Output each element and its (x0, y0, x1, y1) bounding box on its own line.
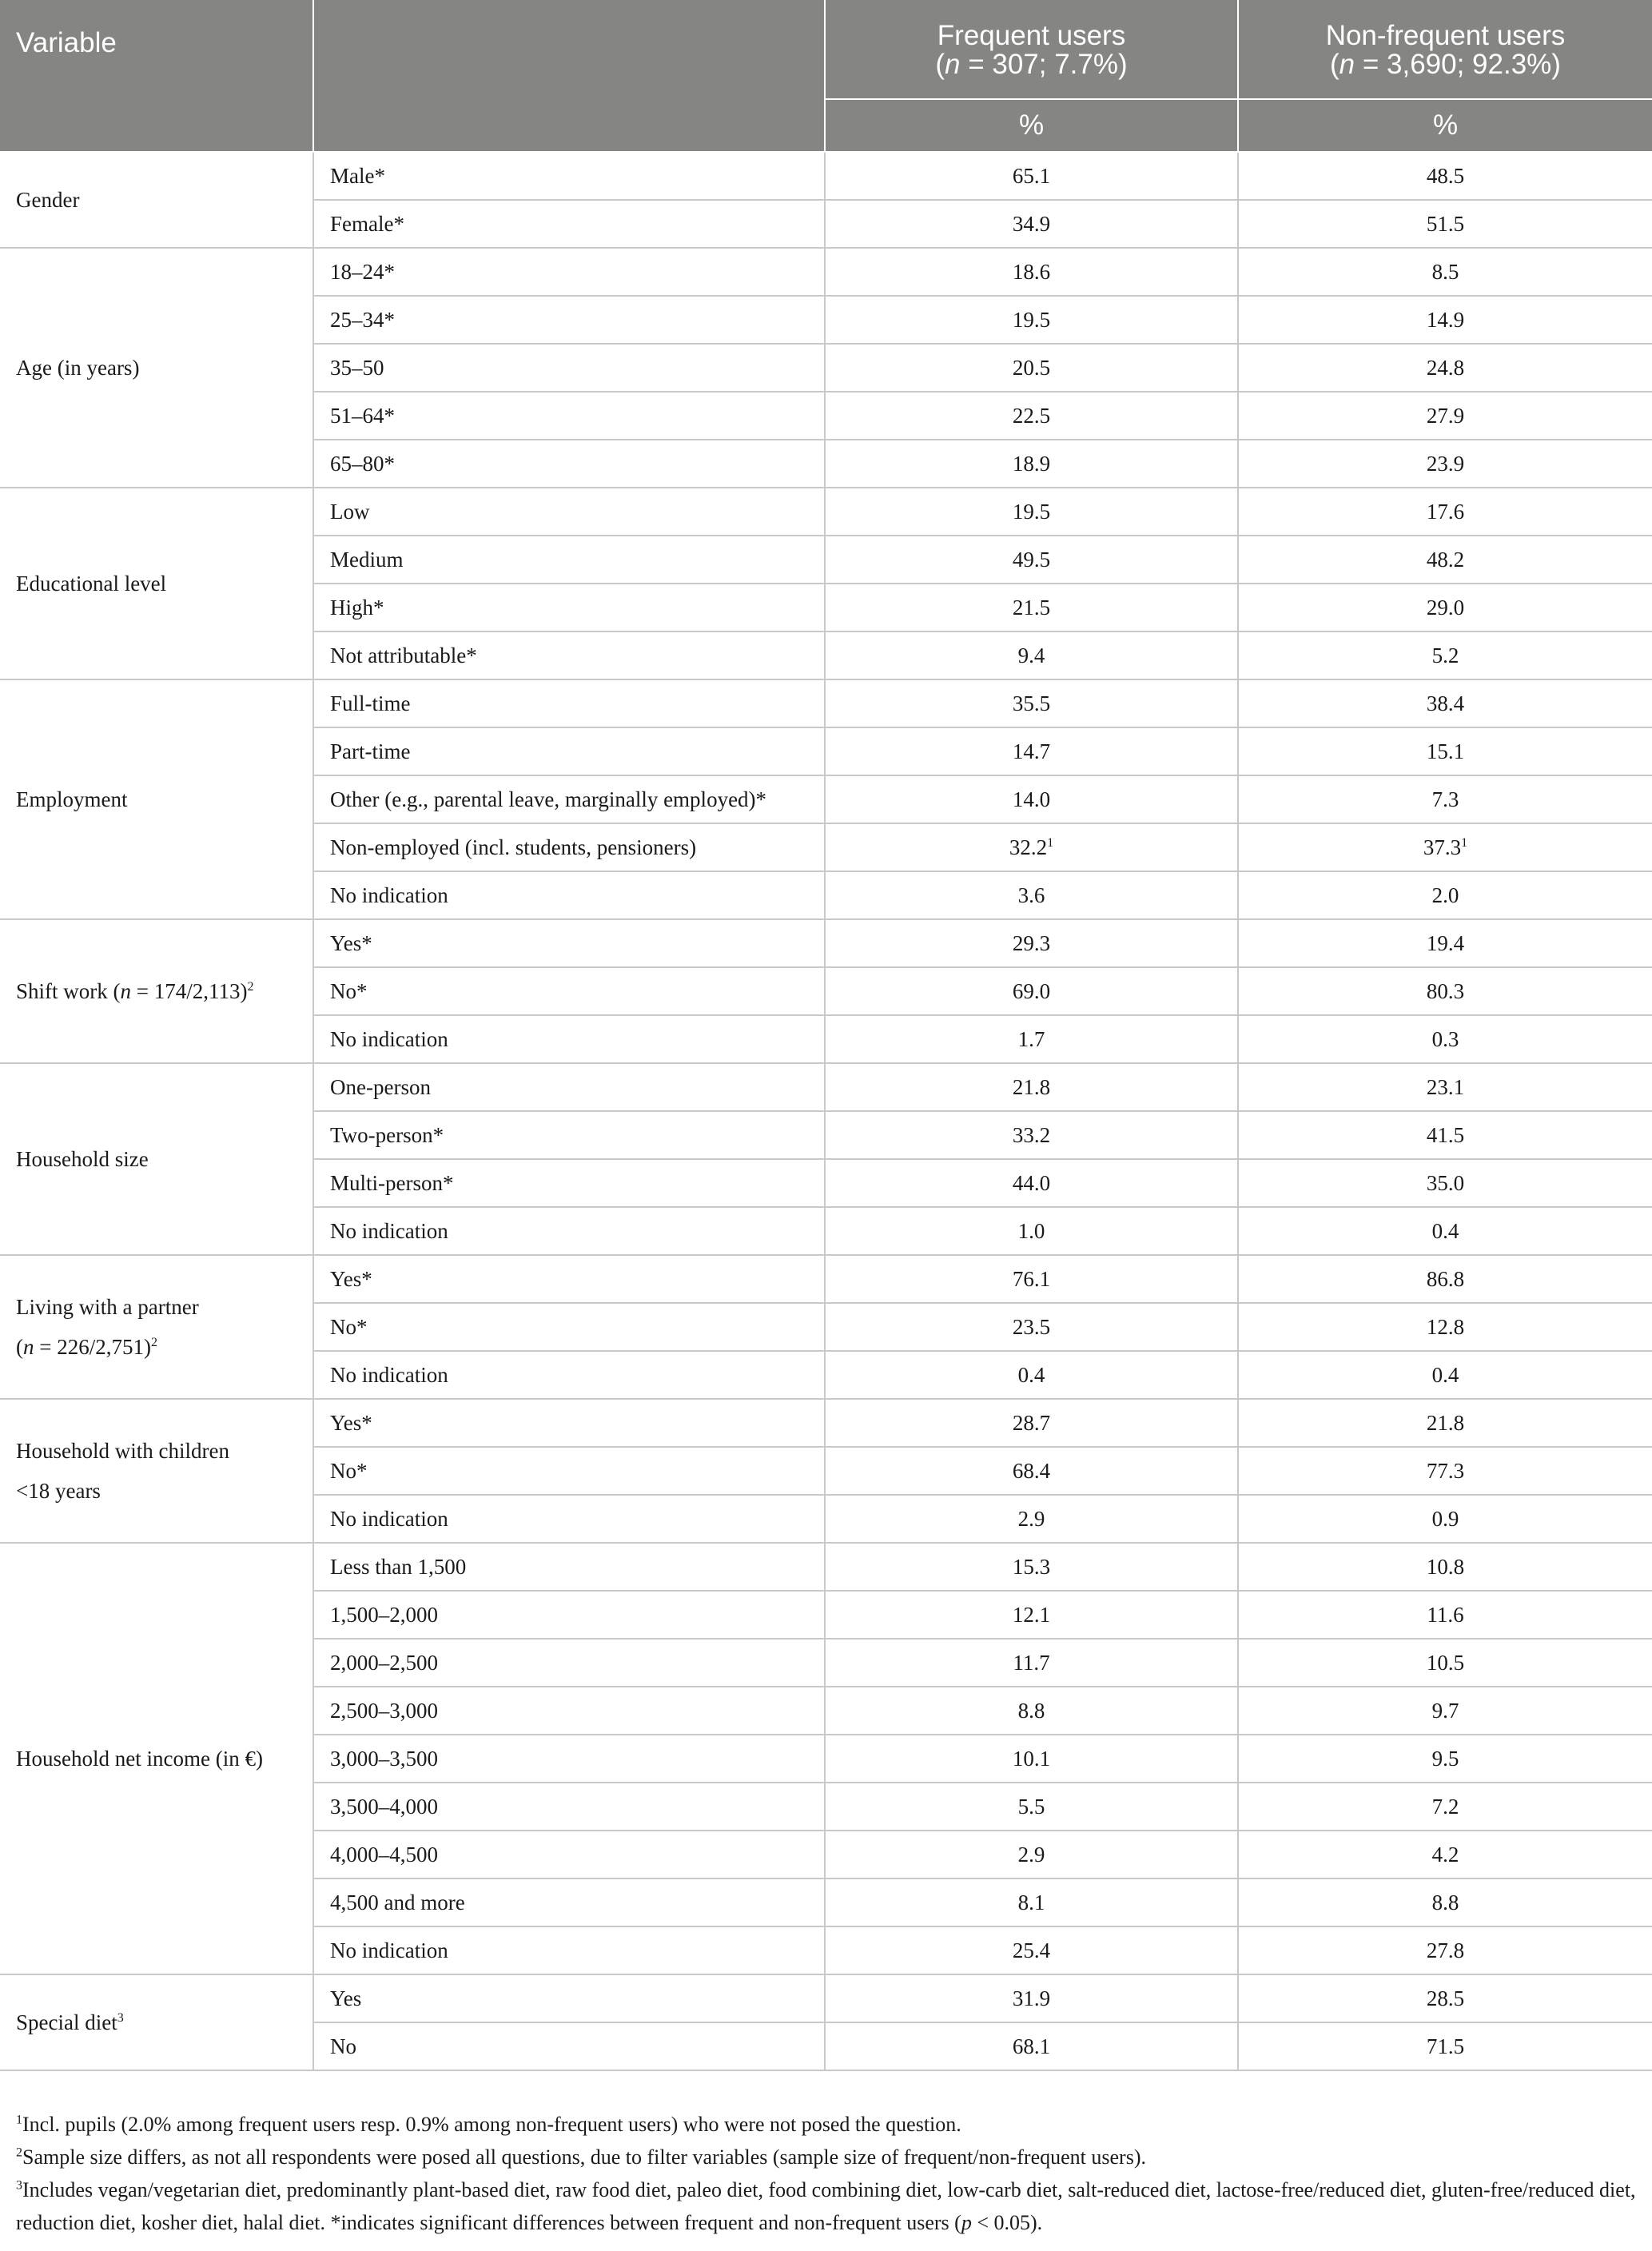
non-frequent-percent: 10.5 (1426, 1650, 1465, 1675)
frequent-value (825, 727, 1238, 775)
non-frequent-value (1238, 1207, 1652, 1255)
non-frequent-value (1238, 344, 1652, 392)
category-label: No indication (313, 1926, 825, 1974)
variable-cell (0, 1063, 313, 1255)
frequent-percent: 18.9 (1012, 451, 1051, 476)
variable-cell (0, 488, 313, 679)
non-frequent-value (1238, 1015, 1652, 1063)
non-frequent-value (1238, 488, 1652, 536)
frequent-percent: 22.5 (1012, 403, 1051, 428)
non-frequent-value (1238, 1543, 1652, 1591)
category-label: 2,500–3,000 (313, 1687, 825, 1735)
frequent-percent: 34.9 (1012, 211, 1051, 236)
frequent-value (825, 152, 1238, 200)
category-label: 18–24* (313, 248, 825, 296)
category-label: 65–80* (313, 440, 825, 488)
variable-name: Household net income (in €) (16, 1747, 263, 1771)
frequent-value (825, 2022, 1238, 2070)
header-variable: Variable (0, 0, 313, 152)
table-row (0, 1399, 1652, 1447)
non-frequent-value (1238, 2022, 1652, 2070)
frequent-percent: 1.7 (1017, 1026, 1045, 1051)
frequent-value (825, 1351, 1238, 1399)
variable-cell: Shift work (n = 174/2,113)$^2$ (0, 919, 313, 1063)
category-label: No indication (313, 1351, 825, 1399)
category-label: No indication (313, 1495, 825, 1543)
footnotes (16, 2108, 1642, 2239)
table-row (0, 488, 1652, 536)
non-frequent-percent: 8.5 (1431, 259, 1459, 284)
frequent-percent: 9.4 (1017, 643, 1045, 667)
non-frequent-percent: 23.9 (1426, 451, 1465, 476)
non-frequent-value (1238, 440, 1652, 488)
table-header (0, 0, 1652, 152)
frequent-percent: 8.8 (1017, 1698, 1045, 1723)
sample-size: = 226/2,751) (34, 1335, 151, 1359)
non-frequent-percent: 9.7 (1431, 1698, 1459, 1723)
frequent-percent: 2.9 (1017, 1842, 1045, 1867)
variable-cell (0, 1974, 313, 2070)
variable-cell (0, 248, 313, 488)
table-row (0, 152, 1652, 200)
frequent-value (825, 1687, 1238, 1735)
table-row (0, 679, 1652, 727)
non-frequent-value (1238, 296, 1652, 344)
variable-name-line2: <18 years (16, 1479, 101, 1503)
category-label: No indication (313, 871, 825, 919)
frequent-percent: 69.0 (1012, 978, 1051, 1003)
frequent-value (825, 488, 1238, 536)
frequent-value (825, 631, 1238, 679)
frequent-percent: 0.4 (1017, 1362, 1045, 1387)
non-frequent-value (1238, 1591, 1652, 1639)
non-frequent-percent: 12.8 (1426, 1314, 1465, 1339)
category-label: Low (313, 488, 825, 536)
non-frequent-percent: 35.0 (1426, 1170, 1465, 1195)
frequent-percent: 2.9 (1017, 1506, 1045, 1531)
header-percent-frequent: % (825, 99, 1238, 152)
frequent-percent: 76.1 (1012, 1266, 1051, 1291)
non-frequent-value (1238, 536, 1652, 584)
frequent-value (825, 1831, 1238, 1878)
non-frequent-value (1238, 1735, 1652, 1783)
frequent-value (825, 296, 1238, 344)
variable-name: Household size (16, 1147, 149, 1171)
non-frequent-percent: 0.4 (1431, 1218, 1459, 1243)
header-non-frequent-users: Non-frequent users (n = 3,690; 92.3%) (1238, 0, 1652, 99)
frequent-value (825, 1878, 1238, 1926)
footnote-ref: 2 (150, 1336, 157, 1349)
frequent-percent: 25.4 (1012, 1938, 1051, 1962)
frequent-value (825, 775, 1238, 823)
non-frequent-value (1238, 200, 1652, 248)
frequent-value (825, 1111, 1238, 1159)
category-label: Medium (313, 536, 825, 584)
frequent-value (825, 1783, 1238, 1831)
frequent-value (825, 919, 1238, 967)
non-frequent-percent: 24.8 (1426, 355, 1465, 380)
non-frequent-value (1238, 1495, 1652, 1543)
non-frequent-value (1238, 871, 1652, 919)
non-frequent-percent: 28.5 (1426, 1986, 1465, 2010)
non-frequent-percent: 71.5 (1426, 2034, 1465, 2058)
category-label: 4,000–4,500 (313, 1831, 825, 1878)
frequent-value (825, 440, 1238, 488)
frequent-percent: 21.5 (1012, 595, 1051, 620)
frequent-percent: 18.6 (1012, 259, 1051, 284)
frequent-percent: 23.5 (1012, 1314, 1051, 1339)
frequent-value (825, 1255, 1238, 1303)
non-frequent-percent: 51.5 (1426, 211, 1465, 236)
category-label: No (313, 2022, 825, 2070)
non-frequent-value (1238, 679, 1652, 727)
category-label: No* (313, 1303, 825, 1351)
category-label: Less than 1,500 (313, 1543, 825, 1591)
header-frequent-users: Frequent users (n = 307; 7.7%) (825, 0, 1238, 99)
non-frequent-value (1238, 1831, 1652, 1878)
frequent-percent: 19.5 (1012, 307, 1051, 332)
category-label: 4,500 and more (313, 1878, 825, 1926)
non-frequent-percent: 48.2 (1426, 547, 1465, 572)
footnote-1: $^1$Incl. pupils (2.0% among frequent users resp. 0.9% among non-frequent users) who were not posed the question. (16, 2113, 961, 2136)
category-label: No* (313, 967, 825, 1015)
frequent-percent: 32.2 (1009, 835, 1048, 859)
non-frequent-percent: 27.9 (1426, 403, 1465, 428)
category-label: 35–50 (313, 344, 825, 392)
frequent-percent: 1.0 (1017, 1218, 1045, 1243)
frequent-percent: 33.2 (1012, 1122, 1051, 1147)
frequent-value (825, 1974, 1238, 2022)
non-frequent-percent: 19.4 (1426, 930, 1465, 955)
non-frequent-percent: 48.5 (1426, 163, 1465, 188)
frequent-value (825, 1207, 1238, 1255)
frequent-percent: 68.4 (1012, 1458, 1051, 1483)
footnote-ref: 2 (247, 980, 254, 994)
frequent-percent: 5.5 (1017, 1794, 1045, 1819)
table-row (0, 919, 1652, 967)
frequent-percent: 12.1 (1012, 1602, 1051, 1627)
frequent-value (825, 679, 1238, 727)
category-label: 1,500–2,000 (313, 1591, 825, 1639)
non-frequent-value (1238, 1447, 1652, 1495)
category-label: 3,000–3,500 (313, 1735, 825, 1783)
category-label: Other (e.g., parental leave, marginally employed)* (313, 775, 825, 823)
non-frequent-value (1238, 775, 1652, 823)
sample-size-n: n (120, 979, 131, 1003)
non-frequent-percent: 11.6 (1427, 1602, 1464, 1627)
footnote-2: $^2$Sample size differs, as not all respondents were posed all questions, due to filter variables (sample size of frequent/non-frequent users). (16, 2145, 1146, 2169)
frequent-value (825, 871, 1238, 919)
variable-name: Special diet (16, 2010, 117, 2034)
frequent-value (825, 584, 1238, 631)
non-frequent-percent: 4.2 (1431, 1842, 1459, 1867)
non-frequent-value (1238, 1878, 1652, 1926)
non-frequent-percent: 9.5 (1431, 1746, 1459, 1771)
frequent-value (825, 1447, 1238, 1495)
frequent-percent: 10.1 (1012, 1746, 1051, 1771)
category-label: No indication (313, 1015, 825, 1063)
variable-name: Shift work (16, 979, 108, 1003)
category-label: Not attributable* (313, 631, 825, 679)
category-label: Two-person* (313, 1111, 825, 1159)
variable-name: Gender (16, 188, 80, 212)
frequent-value (825, 344, 1238, 392)
frequent-percent: 44.0 (1012, 1170, 1051, 1195)
non-frequent-value (1238, 919, 1652, 967)
variable-name: Employment (16, 787, 128, 811)
frequent-value (825, 1495, 1238, 1543)
category-label: 3,500–4,000 (313, 1783, 825, 1831)
frequent-value (825, 1015, 1238, 1063)
frequent-value (825, 536, 1238, 584)
variable-name: Living with a partner (16, 1295, 199, 1319)
frequent-percent: 35.5 (1012, 691, 1051, 715)
variable-cell (0, 679, 313, 919)
non-frequent-value (1238, 967, 1652, 1015)
category-label: Part-time (313, 727, 825, 775)
category-label: 2,000–2,500 (313, 1639, 825, 1687)
non-frequent-percent: 14.9 (1426, 307, 1465, 332)
frequent-percent: 8.1 (1017, 1890, 1045, 1914)
non-frequent-percent: 15.1 (1426, 739, 1465, 763)
frequent-percent: 29.3 (1012, 930, 1051, 955)
header-percent-non-frequent: % (1238, 99, 1652, 152)
non-frequent-percent: 86.8 (1426, 1266, 1465, 1291)
non-frequent-percent: 77.3 (1426, 1458, 1465, 1483)
non-frequent-percent: 21.8 (1426, 1410, 1465, 1435)
frequent-percent: 20.5 (1012, 355, 1051, 380)
non-frequent-percent: 2.0 (1431, 882, 1459, 907)
table-row (0, 1543, 1652, 1591)
sample-size: = 174/2,113) (131, 979, 248, 1003)
non-frequent-value (1238, 584, 1652, 631)
non-frequent-value (1238, 1111, 1652, 1159)
frequent-value (825, 1926, 1238, 1974)
category-label: Yes* (313, 1255, 825, 1303)
table-row (0, 1255, 1652, 1303)
header-blank (313, 0, 825, 152)
category-label: 51–64* (313, 392, 825, 440)
category-label: Male* (313, 152, 825, 200)
non-frequent-percent: 0.3 (1431, 1026, 1459, 1051)
non-frequent-percent: 7.2 (1431, 1794, 1459, 1819)
non-frequent-value (1238, 392, 1652, 440)
category-label: 25–34* (313, 296, 825, 344)
frequent-value (825, 1591, 1238, 1639)
frequent-percent: 3.6 (1017, 882, 1045, 907)
non-frequent-value (1238, 1639, 1652, 1687)
frequent-percent: 65.1 (1012, 163, 1051, 188)
non-frequent-value (1238, 727, 1652, 775)
frequent-value (825, 1063, 1238, 1111)
variable-cell (0, 1543, 313, 1974)
frequent-percent: 11.7 (1013, 1650, 1050, 1675)
footnote-ref: 1 (1047, 835, 1054, 850)
non-frequent-value (1238, 1399, 1652, 1447)
frequent-value (825, 1399, 1238, 1447)
non-frequent-percent: 0.4 (1431, 1362, 1459, 1387)
frequent-value (825, 392, 1238, 440)
frequent-percent: 14.7 (1012, 739, 1051, 763)
non-frequent-percent: 7.3 (1431, 787, 1459, 811)
table-row (0, 1974, 1652, 2022)
footnote-3: $^3$Includes vegan/vegetarian diet, predominantly plant-based diet, raw food diet, paleo diet, food combining diet, low-carb diet, salt-reduced diet, lactose-free/reduced diet, gluten-free/reduced diet, reduction diet, kosher diet, halal diet. *indicates significant differences between frequent and non-frequent users (p < 0.05). (16, 2178, 1636, 2234)
variable-cell: Living with a partner (n = 226/2,751)$^2$ (0, 1255, 313, 1399)
category-label: Yes* (313, 919, 825, 967)
non-frequent-value (1238, 1351, 1652, 1399)
non-frequent-percent: 0.9 (1431, 1506, 1459, 1531)
frequent-percent: 14.0 (1012, 787, 1051, 811)
non-frequent-percent: 5.2 (1431, 643, 1459, 667)
frequent-percent: 28.7 (1012, 1410, 1051, 1435)
frequent-value (825, 248, 1238, 296)
frequent-value (825, 1543, 1238, 1591)
frequent-percent: 21.8 (1012, 1074, 1051, 1099)
non-frequent-value (1238, 1159, 1652, 1207)
frequent-percent: 68.1 (1012, 2034, 1051, 2058)
non-frequent-percent: 27.8 (1426, 1938, 1465, 1962)
variable-cell (0, 152, 313, 248)
non-frequent-value (1238, 1926, 1652, 1974)
category-label: No indication (313, 1207, 825, 1255)
category-label: Yes* (313, 1399, 825, 1447)
non-frequent-percent: 17.6 (1426, 499, 1465, 524)
frequent-value (825, 967, 1238, 1015)
non-frequent-percent: 80.3 (1426, 978, 1465, 1003)
frequent-value (825, 1639, 1238, 1687)
category-label: One-person (313, 1063, 825, 1111)
table-row (0, 248, 1652, 296)
frequent-value (825, 1735, 1238, 1783)
non-frequent-percent: 37.3 (1423, 835, 1462, 859)
footnote-ref: 1 (1461, 835, 1468, 850)
table-row (0, 1063, 1652, 1111)
category-label: No* (313, 1447, 825, 1495)
frequent-value (825, 1159, 1238, 1207)
category-label: High* (313, 584, 825, 631)
non-frequent-percent: 10.8 (1426, 1554, 1465, 1579)
non-frequent-percent: 29.0 (1426, 595, 1465, 620)
non-frequent-value (1238, 248, 1652, 296)
frequent-percent: 15.3 (1012, 1554, 1051, 1579)
sample-size-n: n (23, 1335, 34, 1359)
frequent-value (825, 823, 1238, 871)
category-label: Female* (313, 200, 825, 248)
category-label: Non-employed (incl. students, pensioners) (313, 823, 825, 871)
variable-name: Educational level (16, 572, 167, 596)
frequent-value (825, 200, 1238, 248)
table-body (0, 152, 1652, 2070)
non-frequent-value (1238, 631, 1652, 679)
category-label: Multi-person* (313, 1159, 825, 1207)
non-frequent-value (1238, 1687, 1652, 1735)
variable-name: Household with children (16, 1439, 229, 1463)
non-frequent-percent: 23.1 (1426, 1074, 1465, 1099)
variable-name: Age (in years) (16, 356, 140, 380)
frequent-value (825, 1303, 1238, 1351)
non-frequent-value (1238, 1783, 1652, 1831)
frequent-percent: 31.9 (1012, 1986, 1051, 2010)
non-frequent-percent: 8.8 (1431, 1890, 1459, 1914)
frequent-percent: 19.5 (1012, 499, 1051, 524)
non-frequent-value (1238, 823, 1652, 871)
non-frequent-value (1238, 1063, 1652, 1111)
frequent-percent: 49.5 (1012, 547, 1051, 572)
footnote-ref: 3 (117, 2011, 124, 2025)
non-frequent-value (1238, 1974, 1652, 2022)
variable-cell (0, 1399, 313, 1543)
category-label: Full-time (313, 679, 825, 727)
non-frequent-percent: 41.5 (1426, 1122, 1465, 1147)
non-frequent-value (1238, 152, 1652, 200)
non-frequent-value (1238, 1303, 1652, 1351)
non-frequent-value (1238, 1255, 1652, 1303)
category-label: Yes (313, 1974, 825, 2022)
non-frequent-percent: 38.4 (1426, 691, 1465, 715)
